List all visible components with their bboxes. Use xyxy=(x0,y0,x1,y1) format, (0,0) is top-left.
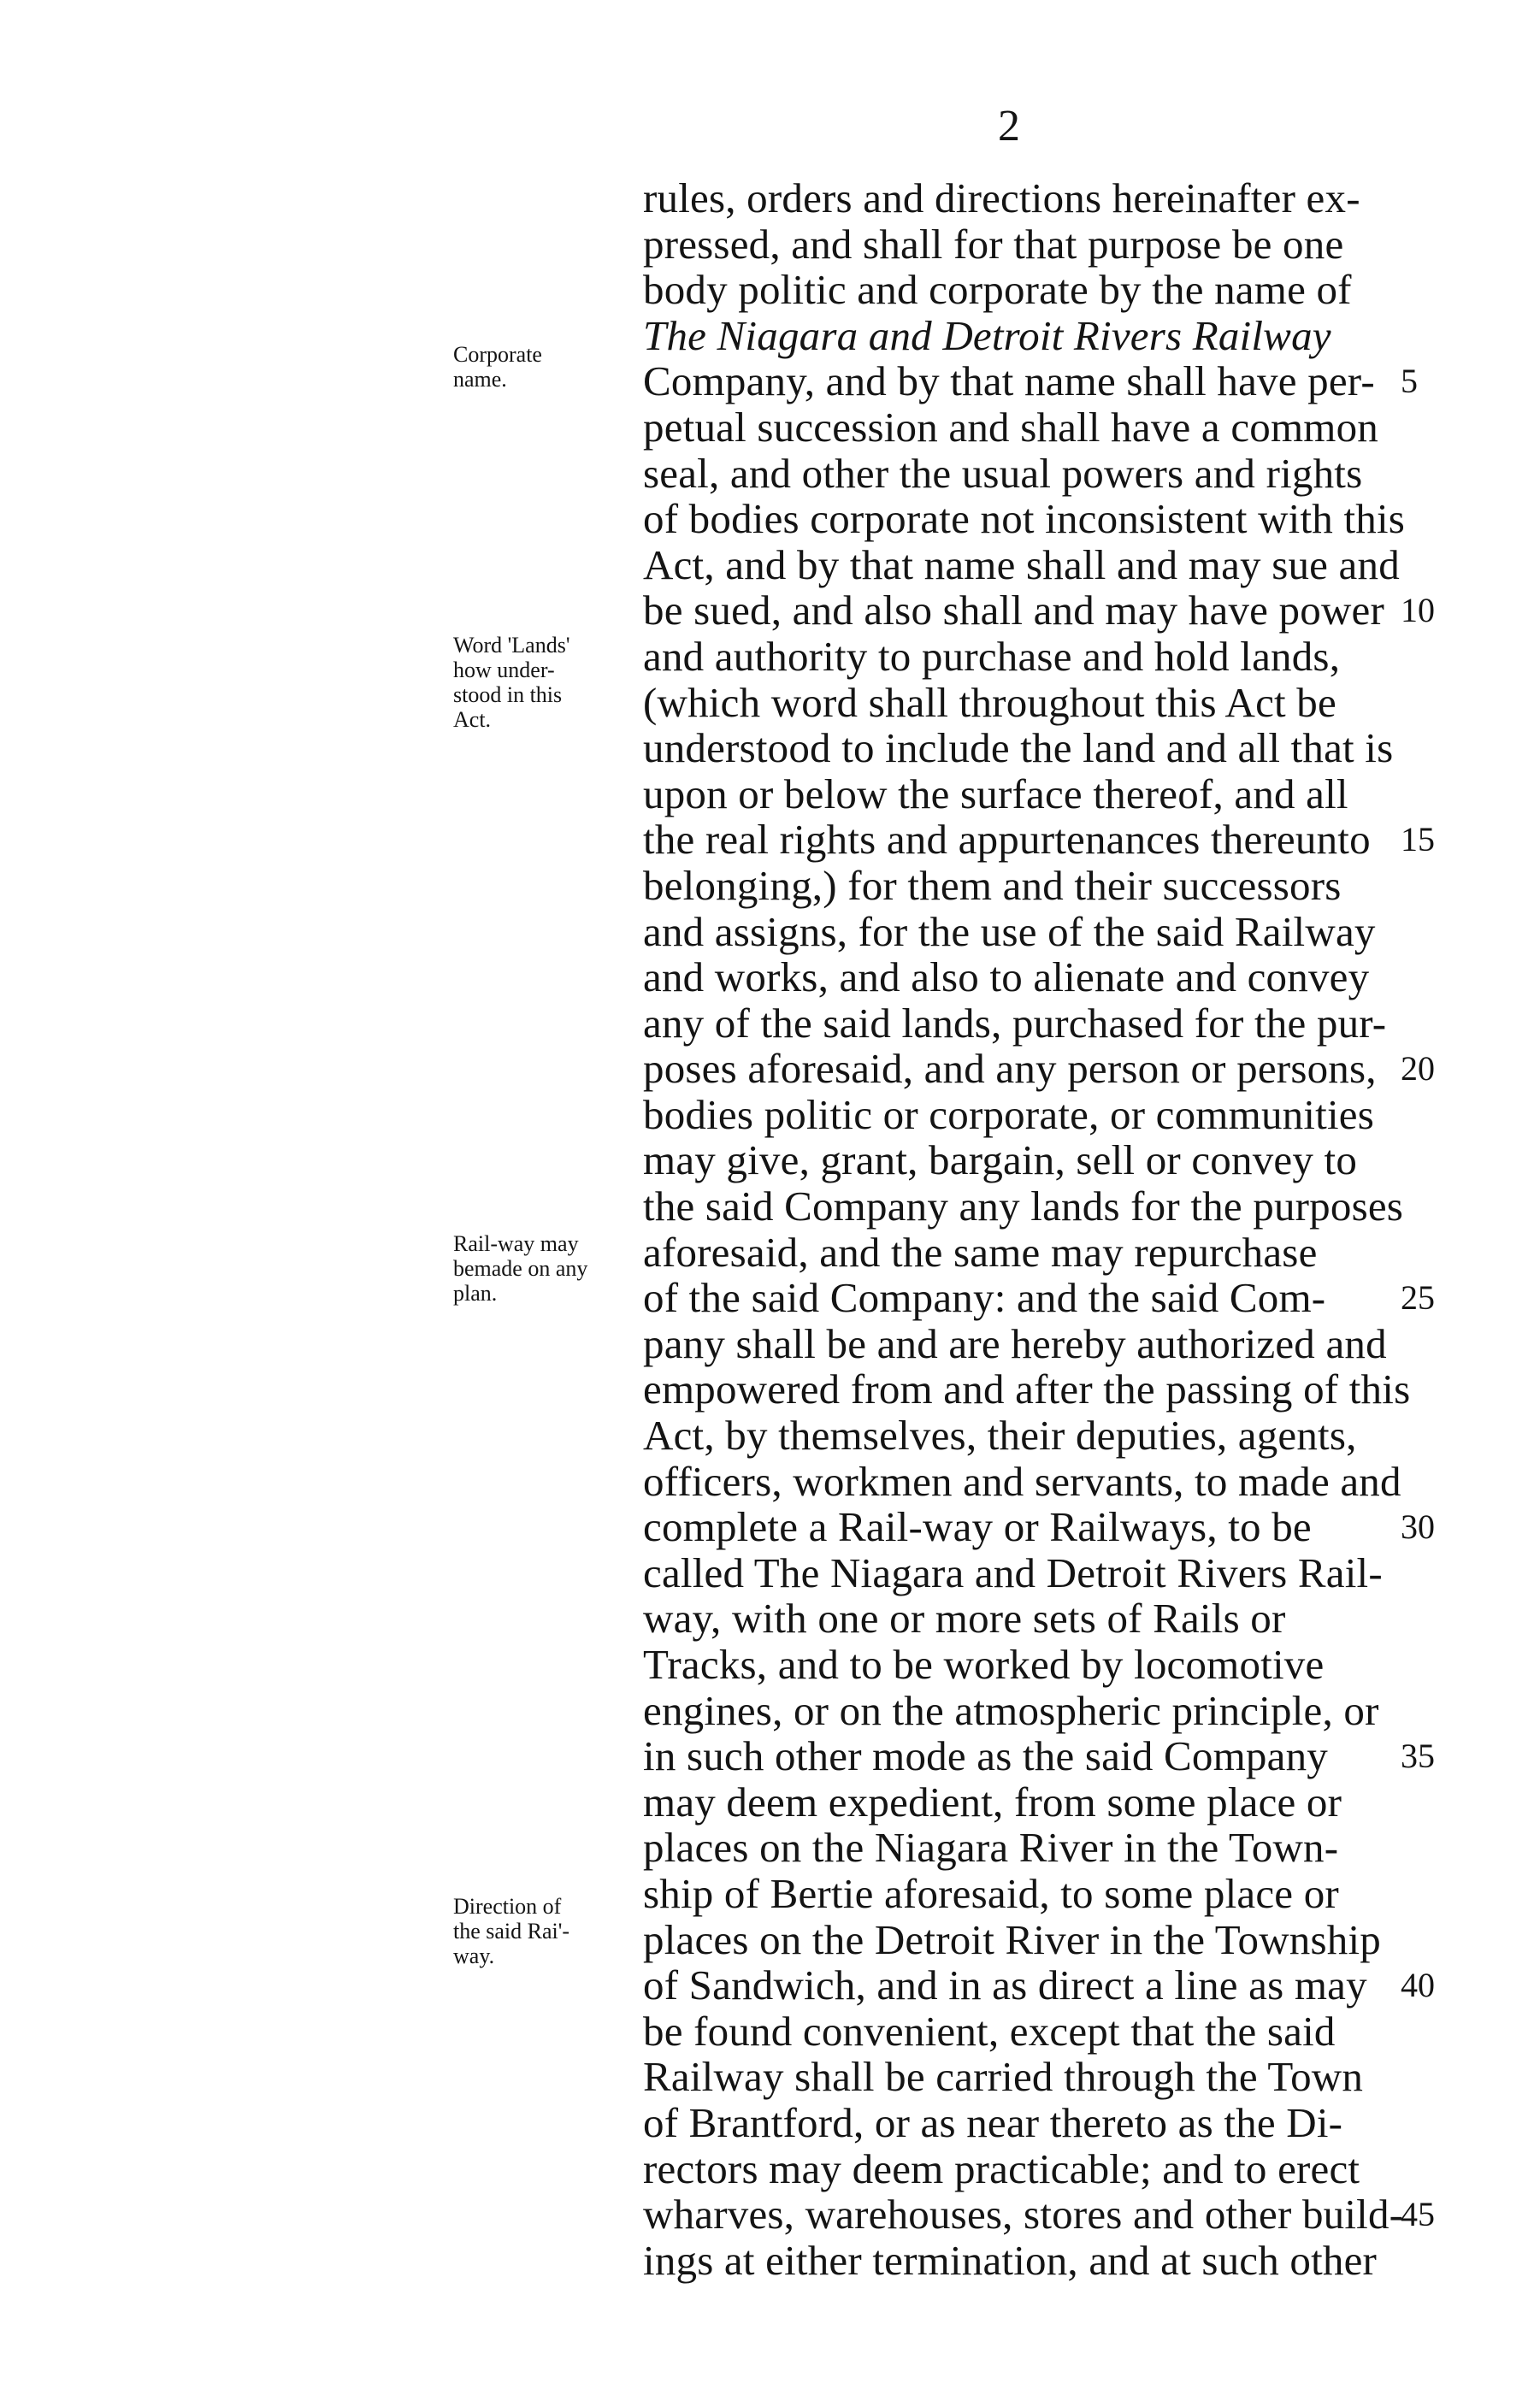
text-line: and authority to purchase and hold lands, xyxy=(643,632,1341,680)
marginal-note-line: Rail-way may xyxy=(453,1231,579,1256)
text-line: The Niagara and Detroit Rivers Railway xyxy=(643,311,1331,359)
text-line: Act, by themselves, their deputies, agents, xyxy=(643,1412,1357,1460)
marginal-note-word-lands xyxy=(453,633,634,732)
text-line: poses aforesaid, and any person or persons, xyxy=(643,1045,1377,1093)
text-line: of Brantford, or as near thereto as the Di- xyxy=(643,2098,1343,2146)
marginal-note-line: the said Rai'- xyxy=(453,1919,570,1944)
text-line: officers, workmen and servants, to made and xyxy=(643,1457,1401,1505)
marginal-note-line: Corporate xyxy=(453,342,542,367)
text-line: the said Company any lands for the purposes xyxy=(643,1183,1404,1230)
line-number: 20 xyxy=(1401,1049,1435,1088)
page-number: 2 xyxy=(998,102,1020,150)
text-line: called The Niagara and Detroit Rivers Rail- xyxy=(643,1548,1383,1596)
text-line: Railway shall be carried through the Town xyxy=(643,2053,1364,2101)
text-line: and works, and also to alienate and convey xyxy=(643,953,1370,1001)
line-number: 5 xyxy=(1401,362,1418,401)
text-line: ship of Bertie aforesaid, to some place or xyxy=(643,1869,1339,1917)
text-line: places on the Niagara River in the Town- xyxy=(643,1824,1339,1872)
text-line: way, with one or more sets of Rails or xyxy=(643,1595,1286,1643)
marginal-note-line: Word 'Lands' xyxy=(453,633,570,658)
marginal-note-corporate-name xyxy=(453,342,634,392)
line-number: 30 xyxy=(1401,1507,1435,1547)
text-line: belonging,) for them and their successors xyxy=(643,861,1342,909)
marginal-note-line: way. xyxy=(453,1944,495,1968)
text-line: petual succession and shall have a common xyxy=(643,403,1379,451)
line-number: 35 xyxy=(1401,1737,1435,1776)
text-line: may give, grant, bargain, sell or convey to xyxy=(643,1136,1358,1184)
text-line: complete a Rail-way or Railways, to be xyxy=(643,1503,1312,1551)
marginal-note-direction xyxy=(453,1894,634,1968)
text-line: Tracks, and to be worked by locomotive xyxy=(643,1641,1325,1688)
text-line: bodies politic or corporate, or communities xyxy=(643,1090,1374,1138)
text-line: and assigns, for the use of the said Railway xyxy=(643,907,1376,955)
line-number: 10 xyxy=(1401,591,1435,630)
text-line: understood to include the land and all that is xyxy=(643,724,1394,772)
text-line: of bodies corporate not inconsistent with this xyxy=(643,495,1406,543)
text-line: the real rights and appurtenances thereunto xyxy=(643,816,1371,864)
text-line: of Sandwich, and in as direct a line as may xyxy=(643,1961,1367,2009)
text-line: Company, and by that name shall have per- xyxy=(643,357,1375,405)
text-line: pressed, and shall for that purpose be one xyxy=(643,220,1344,268)
line-number: 25 xyxy=(1401,1278,1435,1318)
text-line: any of the said lands, purchased for the pur- xyxy=(643,999,1387,1047)
text-line: rules, orders and directions hereinafter ex- xyxy=(643,174,1360,221)
text-line: may deem expedient, from some place or xyxy=(643,1778,1342,1826)
marginal-note-railway-plan xyxy=(453,1231,634,1306)
marginal-note-line: how under- xyxy=(453,658,555,682)
body-text xyxy=(643,174,1411,2284)
text-line: upon or below the surface thereof, and all xyxy=(643,770,1348,817)
text-line: aforesaid, and the same may repurchase xyxy=(643,1228,1318,1276)
text-line: rectors may deem practicable; and to erect xyxy=(643,2144,1360,2192)
marginal-note-line: name. xyxy=(453,367,507,392)
text-line: empowered from and after the passing of this xyxy=(643,1366,1411,1413)
marginal-note-line: stood in this xyxy=(453,682,563,707)
text-line: be sued, and also shall and may have power xyxy=(643,587,1385,634)
text-line: engines, or on the atmospheric principle, or xyxy=(643,1686,1379,1734)
text-line: (which word shall throughout this Act be xyxy=(643,678,1336,726)
text-line: wharves, warehouses, stores and other build- xyxy=(643,2191,1404,2239)
marginal-note-line: plan. xyxy=(453,1281,498,1306)
text-line: of the said Company: and the said Com- xyxy=(643,1274,1326,1322)
text-line: places on the Detroit River in the Township xyxy=(643,1915,1381,1963)
line-number: 40 xyxy=(1401,1966,1435,2005)
line-number: 15 xyxy=(1401,820,1435,859)
marginal-note-line: bemade on any xyxy=(453,1256,588,1281)
text-line: ings at either termination, and at such other xyxy=(643,2236,1378,2284)
line-number: 45 xyxy=(1401,2195,1435,2234)
text-line: in such other mode as the said Company xyxy=(643,1732,1328,1780)
marginal-note-line: Act. xyxy=(453,707,492,732)
text-line: be found convenient, except that the said xyxy=(643,2007,1336,2055)
text-line: Act, and by that name shall and may sue and xyxy=(643,540,1400,588)
text-line: pany shall be and are hereby authorized and xyxy=(643,1319,1387,1367)
text-line: body politic and corporate by the name of xyxy=(643,266,1352,314)
text-line: seal, and other the usual powers and rights xyxy=(643,449,1363,497)
marginal-note-line: Direction of xyxy=(453,1894,562,1919)
